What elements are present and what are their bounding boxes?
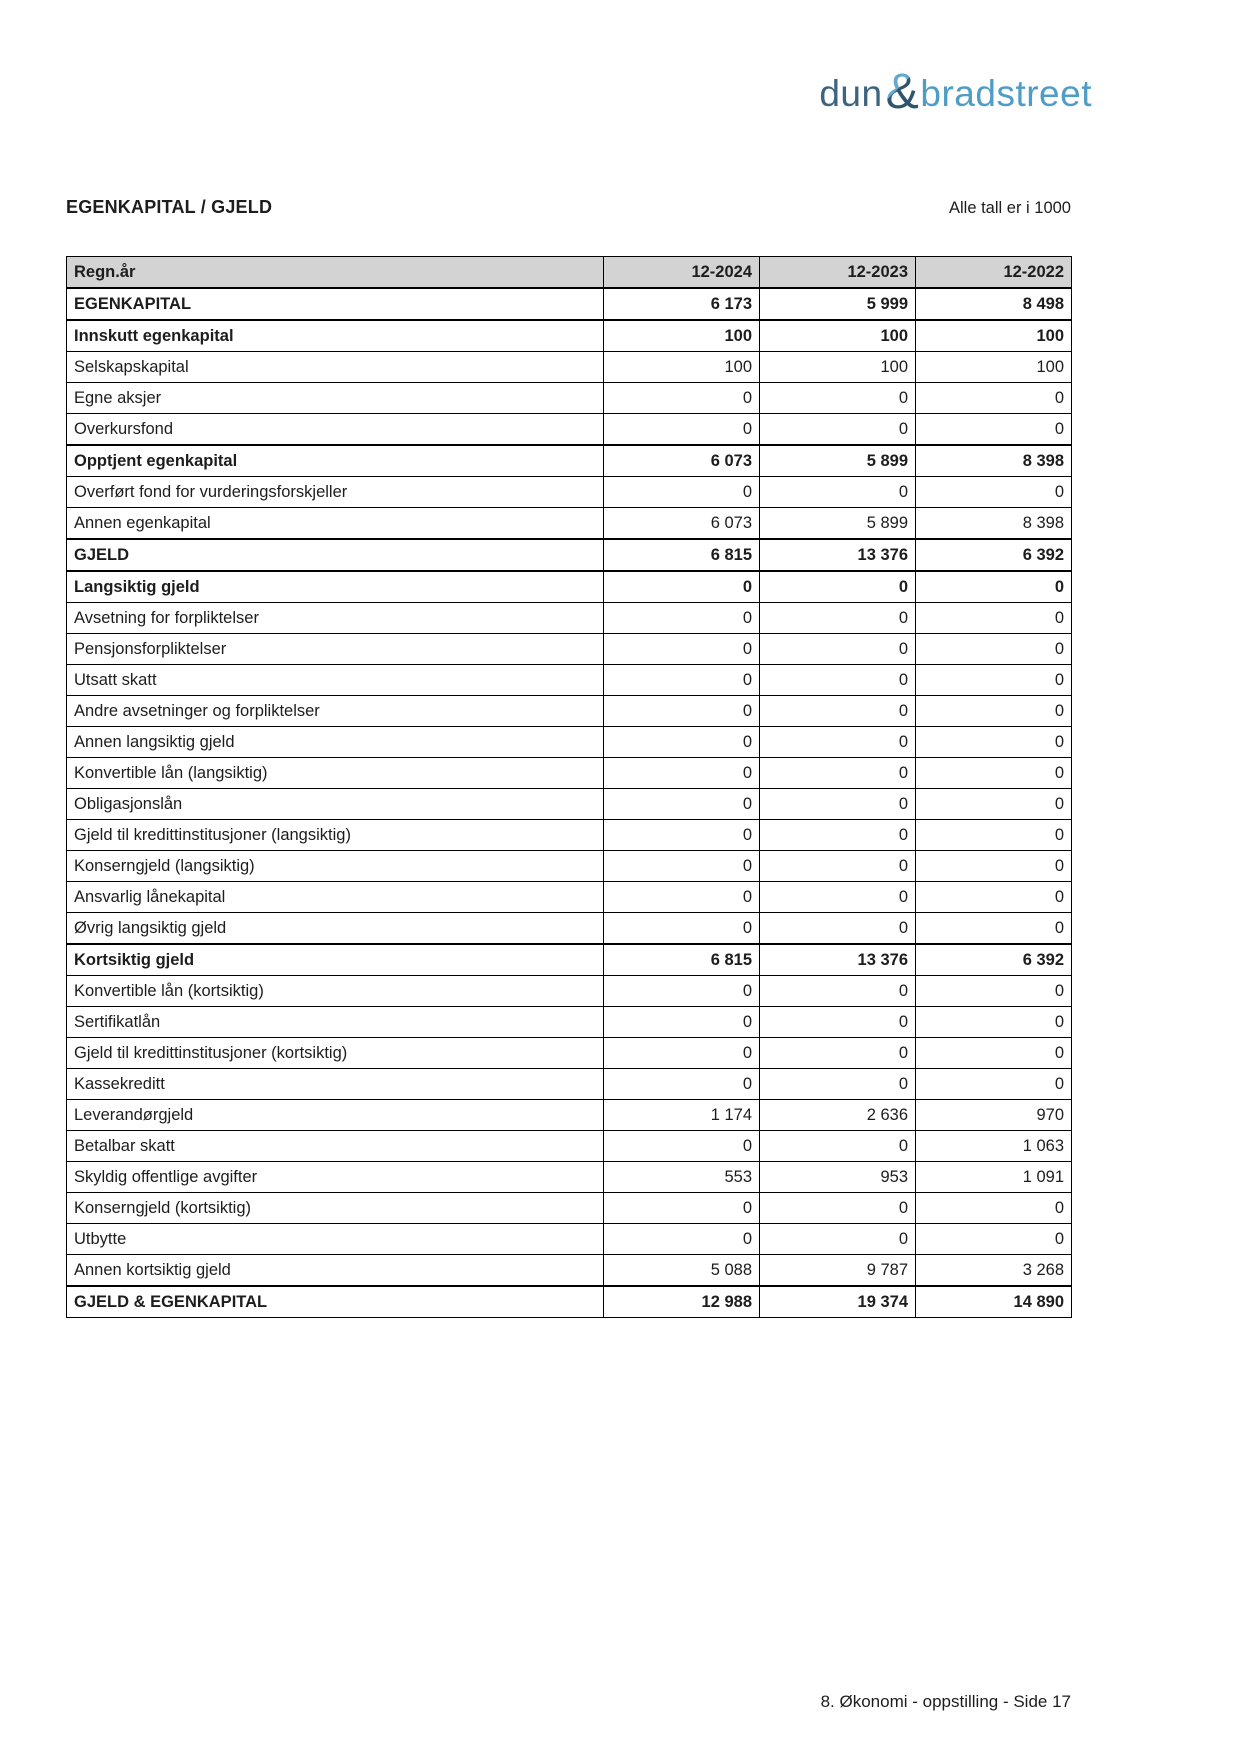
row-value: 0 bbox=[760, 1038, 916, 1069]
row-value: 6 173 bbox=[604, 288, 760, 320]
table-row bbox=[67, 851, 1072, 882]
row-value: 0 bbox=[760, 1224, 916, 1255]
row-value: 8 398 bbox=[916, 508, 1072, 540]
row-value: 0 bbox=[916, 696, 1072, 727]
table-row bbox=[67, 508, 1072, 540]
table-header-row bbox=[67, 257, 1072, 289]
row-value: 0 bbox=[916, 913, 1072, 945]
row-value: 0 bbox=[760, 727, 916, 758]
row-label: Langsiktig gjeld bbox=[67, 571, 604, 603]
row-value: 0 bbox=[604, 1193, 760, 1224]
row-value: 0 bbox=[604, 696, 760, 727]
row-value: 1 174 bbox=[604, 1100, 760, 1131]
row-value: 0 bbox=[604, 1007, 760, 1038]
row-value: 0 bbox=[760, 696, 916, 727]
table-row bbox=[67, 1255, 1072, 1287]
table-row bbox=[67, 789, 1072, 820]
logo-text-dun: dun bbox=[819, 72, 883, 114]
row-value: 0 bbox=[916, 1038, 1072, 1069]
row-value: 5 899 bbox=[760, 508, 916, 540]
row-label: Annen kortsiktig gjeld bbox=[67, 1255, 604, 1287]
balance-sheet-table bbox=[66, 256, 1072, 1318]
row-value: 5 088 bbox=[604, 1255, 760, 1287]
table-row bbox=[67, 976, 1072, 1007]
table-row bbox=[67, 882, 1072, 913]
row-label: Selskapskapital bbox=[67, 352, 604, 383]
column-header-12-2022: 12-2022 bbox=[916, 257, 1072, 289]
row-value: 0 bbox=[604, 634, 760, 665]
row-value: 0 bbox=[760, 851, 916, 882]
row-value: 6 073 bbox=[604, 508, 760, 540]
table-row bbox=[67, 1131, 1072, 1162]
row-label: EGENKAPITAL bbox=[67, 288, 604, 320]
row-value: 0 bbox=[760, 571, 916, 603]
balance-table-body bbox=[67, 288, 1072, 1318]
row-value: 0 bbox=[760, 976, 916, 1007]
table-row bbox=[67, 414, 1072, 446]
table-row bbox=[67, 1286, 1072, 1318]
row-value: 100 bbox=[604, 352, 760, 383]
row-label: Kortsiktig gjeld bbox=[67, 944, 604, 976]
row-value: 0 bbox=[916, 1224, 1072, 1255]
table-row bbox=[67, 1038, 1072, 1069]
row-value: 0 bbox=[604, 383, 760, 414]
row-value: 0 bbox=[760, 820, 916, 851]
row-value: 0 bbox=[604, 603, 760, 634]
row-value: 1 063 bbox=[916, 1131, 1072, 1162]
table-row bbox=[67, 603, 1072, 634]
row-label: Konserngjeld (langsiktig) bbox=[67, 851, 604, 882]
table-row bbox=[67, 571, 1072, 603]
row-value: 0 bbox=[604, 758, 760, 789]
row-value: 0 bbox=[916, 789, 1072, 820]
row-label: Betalbar skatt bbox=[67, 1131, 604, 1162]
row-value: 0 bbox=[916, 634, 1072, 665]
row-label: Øvrig langsiktig gjeld bbox=[67, 913, 604, 945]
table-row bbox=[67, 320, 1072, 352]
row-value: 0 bbox=[916, 571, 1072, 603]
row-value: 8 498 bbox=[916, 288, 1072, 320]
column-header-regnaar: Regn.år bbox=[67, 257, 604, 289]
row-label: Innskutt egenkapital bbox=[67, 320, 604, 352]
row-label: Opptjent egenkapital bbox=[67, 445, 604, 477]
row-value: 0 bbox=[604, 851, 760, 882]
row-value: 953 bbox=[760, 1162, 916, 1193]
row-label: Annen egenkapital bbox=[67, 508, 604, 540]
row-value: 0 bbox=[760, 789, 916, 820]
row-label: Gjeld til kredittinstitusjoner (langsiktig) bbox=[67, 820, 604, 851]
row-label: GJELD bbox=[67, 539, 604, 571]
table-row bbox=[67, 820, 1072, 851]
dun-bradstreet-logo bbox=[819, 63, 1092, 119]
row-value: 6 815 bbox=[604, 539, 760, 571]
row-value: 0 bbox=[916, 414, 1072, 446]
row-value: 100 bbox=[760, 320, 916, 352]
row-value: 6 392 bbox=[916, 944, 1072, 976]
row-value: 0 bbox=[760, 665, 916, 696]
row-value: 0 bbox=[916, 1007, 1072, 1038]
page-title: EGENKAPITAL / GJELD bbox=[66, 197, 273, 217]
row-value: 0 bbox=[604, 1069, 760, 1100]
row-value: 13 376 bbox=[760, 539, 916, 571]
row-label: GJELD & EGENKAPITAL bbox=[67, 1286, 604, 1318]
row-value: 0 bbox=[916, 1069, 1072, 1100]
row-value: 0 bbox=[760, 1007, 916, 1038]
row-value: 0 bbox=[760, 913, 916, 945]
row-value: 5 999 bbox=[760, 288, 916, 320]
row-value: 0 bbox=[760, 634, 916, 665]
table-row bbox=[67, 913, 1072, 945]
row-label: Overkursfond bbox=[67, 414, 604, 446]
row-value: 0 bbox=[604, 820, 760, 851]
row-value: 0 bbox=[916, 976, 1072, 1007]
row-value: 0 bbox=[604, 477, 760, 508]
row-value: 5 899 bbox=[760, 445, 916, 477]
row-label: Egne aksjer bbox=[67, 383, 604, 414]
row-value: 0 bbox=[760, 882, 916, 913]
row-value: 1 091 bbox=[916, 1162, 1072, 1193]
table-row bbox=[67, 1069, 1072, 1100]
row-label: Sertifikatlån bbox=[67, 1007, 604, 1038]
table-row bbox=[67, 1007, 1072, 1038]
row-label: Obligasjonslån bbox=[67, 789, 604, 820]
logo-text-bradstreet: bradstreet bbox=[920, 72, 1092, 114]
row-label: Andre avsetninger og forpliktelser bbox=[67, 696, 604, 727]
row-value: 0 bbox=[760, 477, 916, 508]
row-label: Konvertible lån (kortsiktig) bbox=[67, 976, 604, 1007]
row-value: 0 bbox=[760, 383, 916, 414]
table-row bbox=[67, 445, 1072, 477]
table-row bbox=[67, 1100, 1072, 1131]
table-row bbox=[67, 1224, 1072, 1255]
row-value: 100 bbox=[916, 352, 1072, 383]
row-value: 0 bbox=[604, 665, 760, 696]
row-value: 100 bbox=[760, 352, 916, 383]
row-value: 0 bbox=[760, 603, 916, 634]
units-note: Alle tall er i 1000 bbox=[949, 199, 1071, 217]
row-label: Konvertible lån (langsiktig) bbox=[67, 758, 604, 789]
row-label: Pensjonsforpliktelser bbox=[67, 634, 604, 665]
column-header-12-2024: 12-2024 bbox=[604, 257, 760, 289]
row-value: 100 bbox=[604, 320, 760, 352]
title-row bbox=[66, 197, 1071, 218]
row-label: Ansvarlig lånekapital bbox=[67, 882, 604, 913]
row-label: Skyldig offentlige avgifter bbox=[67, 1162, 604, 1193]
row-value: 0 bbox=[916, 1193, 1072, 1224]
row-value: 6 392 bbox=[916, 539, 1072, 571]
table-row bbox=[67, 758, 1072, 789]
row-value: 0 bbox=[604, 1224, 760, 1255]
row-value: 0 bbox=[604, 1038, 760, 1069]
row-value: 0 bbox=[760, 414, 916, 446]
column-header-12-2023: 12-2023 bbox=[760, 257, 916, 289]
table-row bbox=[67, 1162, 1072, 1193]
row-value: 0 bbox=[604, 913, 760, 945]
row-label: Kassekreditt bbox=[67, 1069, 604, 1100]
table-row bbox=[67, 634, 1072, 665]
row-label: Utbytte bbox=[67, 1224, 604, 1255]
row-value: 0 bbox=[604, 882, 760, 913]
row-label: Konserngjeld (kortsiktig) bbox=[67, 1193, 604, 1224]
table-row bbox=[67, 383, 1072, 414]
row-value: 0 bbox=[604, 1131, 760, 1162]
logo-ampersand-icon: & bbox=[885, 63, 920, 119]
row-value: 0 bbox=[916, 820, 1072, 851]
row-value: 0 bbox=[604, 414, 760, 446]
row-label: Avsetning for forpliktelser bbox=[67, 603, 604, 634]
row-value: 970 bbox=[916, 1100, 1072, 1131]
row-value: 2 636 bbox=[760, 1100, 916, 1131]
row-value: 6 815 bbox=[604, 944, 760, 976]
row-value: 0 bbox=[760, 1193, 916, 1224]
row-value: 100 bbox=[916, 320, 1072, 352]
row-value: 0 bbox=[916, 882, 1072, 913]
table-row bbox=[67, 944, 1072, 976]
row-value: 19 374 bbox=[760, 1286, 916, 1318]
row-label: Gjeld til kredittinstitusjoner (kortsiktig) bbox=[67, 1038, 604, 1069]
row-value: 0 bbox=[760, 1131, 916, 1162]
row-label: Overført fond for vurderingsforskjeller bbox=[67, 477, 604, 508]
row-label: Annen langsiktig gjeld bbox=[67, 727, 604, 758]
row-value: 0 bbox=[604, 976, 760, 1007]
row-value: 0 bbox=[604, 789, 760, 820]
row-value: 0 bbox=[916, 758, 1072, 789]
row-value: 0 bbox=[916, 603, 1072, 634]
row-value: 9 787 bbox=[760, 1255, 916, 1287]
row-value: 0 bbox=[604, 727, 760, 758]
row-value: 13 376 bbox=[760, 944, 916, 976]
row-value: 0 bbox=[916, 665, 1072, 696]
row-value: 0 bbox=[604, 571, 760, 603]
table-row bbox=[67, 665, 1072, 696]
table-row bbox=[67, 352, 1072, 383]
table-row bbox=[67, 1193, 1072, 1224]
table-row bbox=[67, 288, 1072, 320]
row-value: 12 988 bbox=[604, 1286, 760, 1318]
row-value: 6 073 bbox=[604, 445, 760, 477]
page-footer: 8. Økonomi - oppstilling - Side 17 bbox=[820, 1692, 1071, 1711]
row-value: 14 890 bbox=[916, 1286, 1072, 1318]
row-value: 8 398 bbox=[916, 445, 1072, 477]
row-value: 0 bbox=[916, 477, 1072, 508]
table-row bbox=[67, 539, 1072, 571]
row-value: 0 bbox=[916, 851, 1072, 882]
row-value: 0 bbox=[760, 1069, 916, 1100]
row-value: 553 bbox=[604, 1162, 760, 1193]
row-value: 3 268 bbox=[916, 1255, 1072, 1287]
table-row bbox=[67, 477, 1072, 508]
table-row bbox=[67, 696, 1072, 727]
row-label: Utsatt skatt bbox=[67, 665, 604, 696]
row-value: 0 bbox=[916, 383, 1072, 414]
row-value: 0 bbox=[916, 727, 1072, 758]
row-label: Leverandørgjeld bbox=[67, 1100, 604, 1131]
row-value: 0 bbox=[760, 758, 916, 789]
table-row bbox=[67, 727, 1072, 758]
